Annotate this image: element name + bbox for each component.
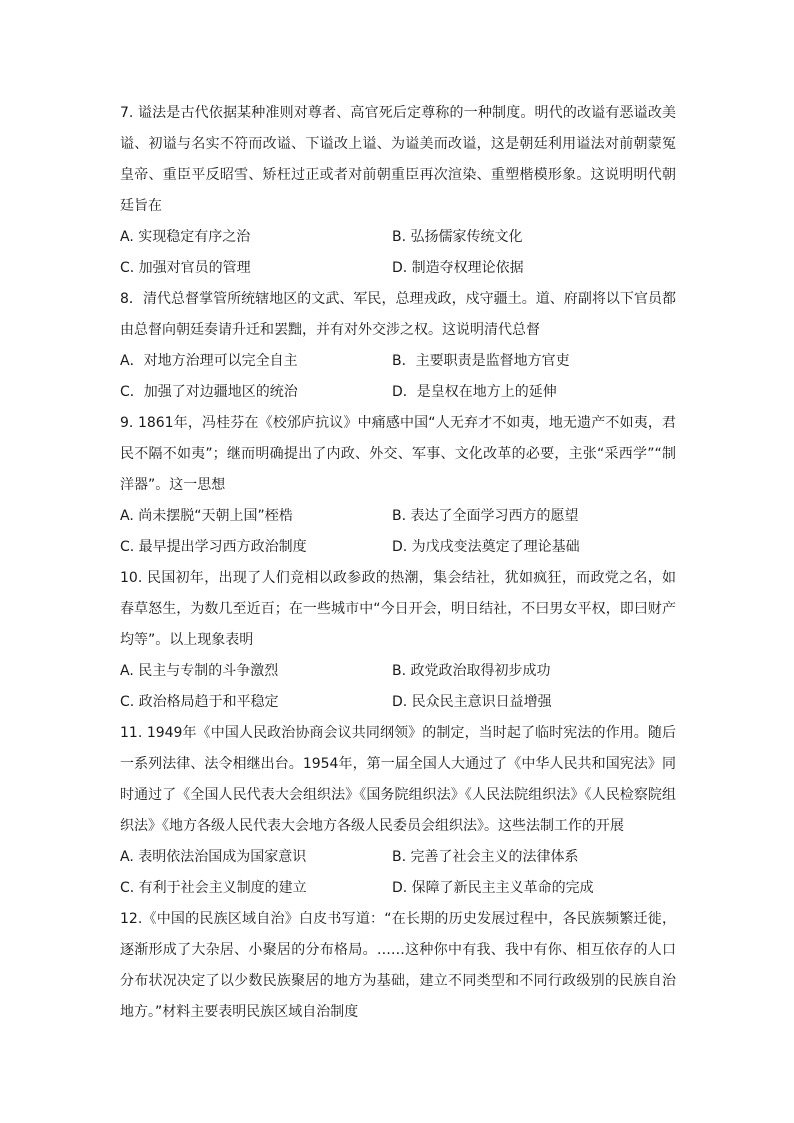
- option-c: C．加强了对边疆地区的统治: [120, 384, 298, 400]
- option-a: A. 民主与专制的斗争激烈: [120, 663, 279, 679]
- options-group: [120, 346, 676, 408]
- option-d: D. 为戊戌变法奠定了理论基础: [392, 539, 580, 555]
- option-b: B. 弘扬儒家传统文化: [392, 229, 523, 245]
- option-c: C. 有利于社会主义制度的建立: [120, 880, 307, 896]
- question-stem: 12.《中国的民族区域自治》白皮书写道：“在长期的历史发展过程中，各民族频繁迁徙，逐渐形成了大杂居、小聚居的分布格局。……这种你中有我、我中有你、相互依存的人口分布状况决定了以少数民族聚居的地方为基础，建立不同类型和不同行政级别的民族自治地方。”材料主要表明民族区域自治制度: [120, 911, 676, 1020]
- options-group: [120, 656, 676, 718]
- option-a: A. 实现稳定有序之治: [120, 229, 251, 245]
- option-c: C. 最早提出学习西方政治制度: [120, 539, 307, 555]
- question-9: [120, 408, 676, 563]
- options-group: [120, 501, 676, 563]
- question-stem: 8．清代总督掌管所统辖地区的文武、军民，总理戎政，戍守疆土。道、府副将以下官员都由总督向朝廷奏请升迁和罢黜，并有对外交涉之权。这说明清代总督: [120, 291, 676, 338]
- question-stem: 10. 民国初年，出现了人们竞相以政参政的热潮，集会结社，犹如疯狂，而政党之名，如春草怒生，为数几至近百；在一些城市中“今日开会，明日结社，不曰男女平权，即曰财产均等”。以上现象表明: [120, 570, 676, 648]
- option-c: C. 政治格局趋于和平稳定: [120, 694, 279, 710]
- option-b: B．主要职责是监督地方官吏: [392, 353, 570, 369]
- question-8: [120, 284, 676, 408]
- question-stem: 7. 谥法是古代依据某种准则对尊者、高官死后定尊称的一种制度。明代的改谥有恶谥改美谥、初谥与名实不符而改谥、下谥改上谥、为谥美而改谥，这是朝廷利用谥法对前朝蒙冤皇帝、重臣平反昭雪、矫枉过正或者对前朝重臣再次渲染、重塑楷模形象。这说明明代朝廷旨在: [120, 105, 676, 214]
- option-a: A. 表明依法治国成为国家意识: [120, 849, 307, 865]
- exam-page: [120, 98, 676, 1028]
- options-group: [120, 842, 676, 904]
- option-b: B. 表达了全面学习西方的愿望: [392, 508, 579, 524]
- option-d: D. 保障了新民主主义革命的完成: [392, 880, 594, 896]
- question-stem: 11. 1949年《中国人民政治协商会议共同纲领》的制定，当时起了临时宪法的作用。随后一系列法律、法令相继出台。1954年，第一届全国人大通过了《中华人民共和国宪法》同时通过了《全国人民代表大会组织法》《国务院组织法》《人民法院组织法》《人民检察院组织法》《地方各级人民代表大会地方各级人民委员会组织法》。这些法制工作的开展: [120, 725, 676, 834]
- options-group: [120, 222, 676, 284]
- question-10: [120, 563, 676, 718]
- question-12: [120, 904, 676, 1028]
- option-a: A. 尚未摆脱“天朝上国”桎梏: [120, 508, 293, 524]
- option-a: A．对地方治理可以完全自主: [120, 353, 298, 369]
- option-b: B. 完善了社会主义的法律体系: [392, 849, 579, 865]
- option-b: B. 政党政治取得初步成功: [392, 663, 551, 679]
- option-c: C. 加强对官员的管理: [120, 260, 251, 276]
- option-d: D. 制造夺权理论依据: [392, 260, 524, 276]
- question-stem: 9. 1861年，冯桂芬在《校邠庐抗议》中痛感中国“人无弃才不如夷，地无遗产不如夷，君民不隔不如夷”；继而明确提出了内政、外交、军事、文化改革的必要，主张“采西学”“制洋器”。这一思想: [120, 415, 676, 493]
- question-7: [120, 98, 676, 284]
- option-d: D．是皇权在地方上的延伸: [392, 384, 557, 400]
- option-d: D. 民众民主意识日益增强: [392, 694, 552, 710]
- question-11: [120, 718, 676, 904]
